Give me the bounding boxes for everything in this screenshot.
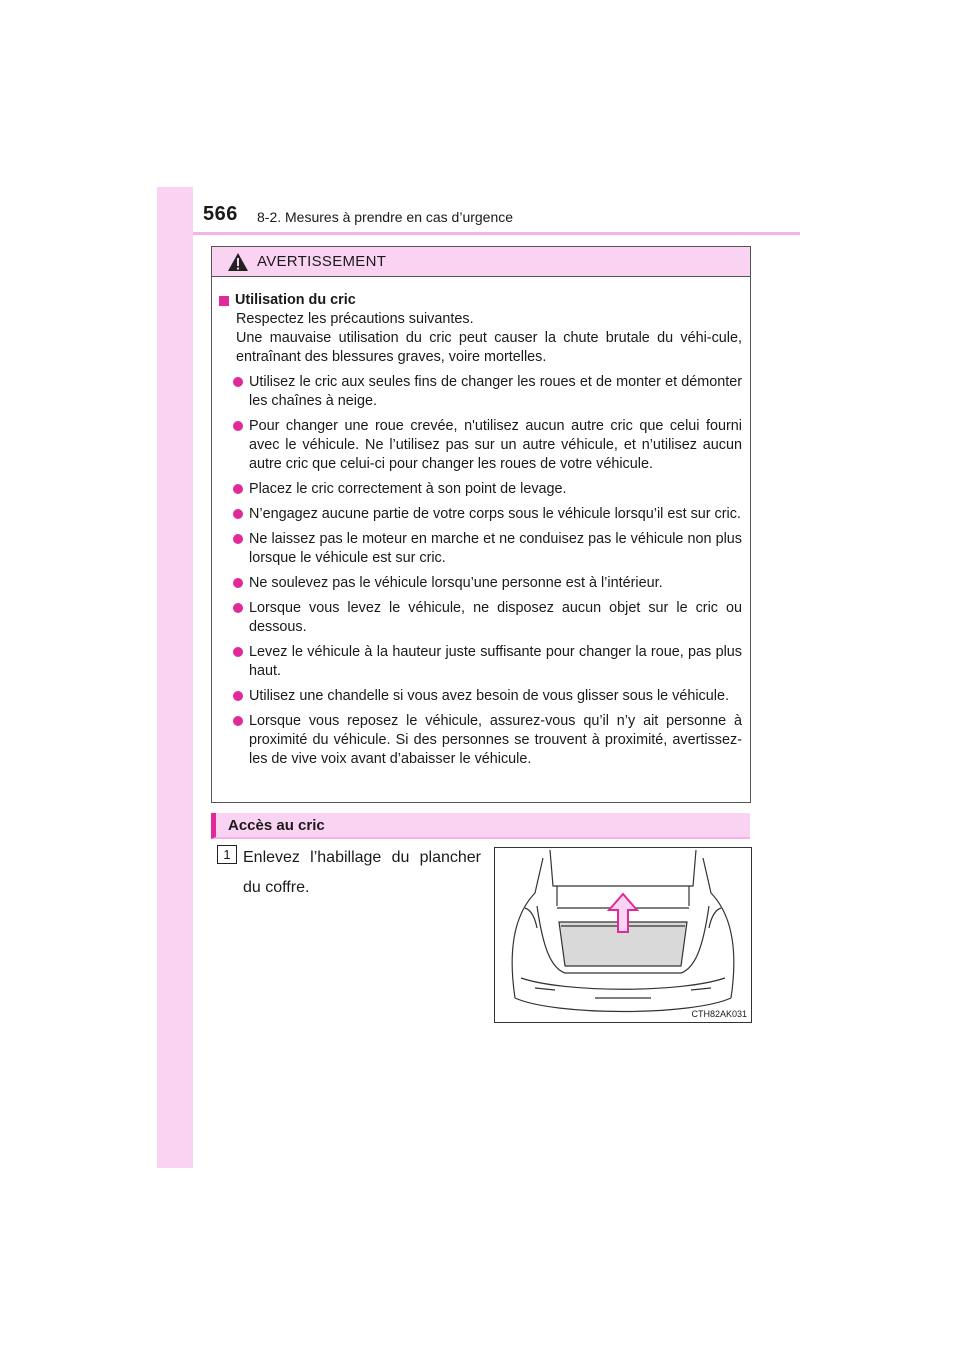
list-item	[219, 480, 742, 499]
list-item-text: Ne soulevez pas le véhicule lorsqu’une personne est à l’intérieur.	[249, 575, 663, 591]
side-tab-band	[157, 187, 193, 1168]
warning-subheading	[219, 291, 742, 310]
warning-title: AVERTISSEMENT	[257, 253, 387, 270]
warning-triangle-icon	[227, 252, 249, 272]
intro-line: Respectez les précautions suivantes.	[236, 311, 474, 327]
bullet-dot-icon	[233, 484, 243, 494]
square-bullet-icon	[219, 296, 229, 306]
bullet-dot-icon	[233, 377, 243, 387]
list-item	[219, 530, 742, 568]
warning-body	[212, 277, 750, 769]
list-item-text: Placez le cric correctement à son point de levage.	[249, 481, 567, 497]
bullet-dot-icon	[233, 603, 243, 613]
trunk-illustration	[494, 847, 752, 1023]
list-item	[219, 417, 742, 474]
list-item	[219, 712, 742, 769]
list-item-text: Lorsque vous reposez le véhicule, assurez-vous qu’il n’y ait personne à proximité du véhicule. Si des personnes se trouvent à proximité, avertissez-les de vive voix avant d’abaisser le véhicule.	[249, 713, 742, 767]
list-item-text: Levez le véhicule à la hauteur juste suffisante pour changer la roue, pas plus haut.	[249, 644, 742, 679]
car-rear-trunk-icon	[495, 848, 751, 1022]
page-number: 566	[203, 203, 238, 225]
list-item-text: N’engagez aucune partie de votre corps sous le véhicule lorsqu’il est sur cric.	[249, 506, 741, 522]
bullet-dot-icon	[233, 421, 243, 431]
list-item-text: Ne laissez pas le moteur en marche et ne conduisez pas le véhicule non plus lorsque le véhicule est sur cric.	[249, 531, 742, 566]
warning-header	[212, 247, 750, 277]
list-item	[219, 687, 742, 706]
access-heading	[211, 813, 750, 839]
list-item	[219, 574, 742, 593]
warning-intro	[219, 310, 742, 367]
list-item	[219, 373, 742, 411]
bullet-dot-icon	[233, 716, 243, 726]
warning-subheading-text: Utilisation du cric	[235, 292, 356, 308]
figure-code: CTH82AK031	[691, 1009, 747, 1019]
list-item-text: Lorsque vous levez le véhicule, ne disposez aucun objet sur le cric ou dessous.	[249, 600, 742, 635]
warning-bullet-list	[219, 373, 742, 769]
list-item	[219, 599, 742, 637]
bullet-dot-icon	[233, 691, 243, 701]
bullet-dot-icon	[233, 534, 243, 544]
list-item	[219, 643, 742, 681]
list-item-text: Utilisez le cric aux seules fins de changer les roues et de monter et démonter les chaînes à neige.	[249, 374, 742, 409]
header-rule	[193, 232, 800, 235]
warning-box	[211, 246, 751, 803]
list-item-text: Utilisez une chandelle si vous avez besoin de vous glisser sous le véhicule.	[249, 688, 729, 704]
list-item	[219, 505, 742, 524]
list-item-text: Pour changer une roue crevée, n'utilisez aucun autre cric que celui fourni avec le véhicule. Ne l’utilisez pas sur un autre véhicule, et n’utilisez aucun autre cric que celui-ci pour changer les roues de votre véhicule.	[249, 418, 742, 472]
intro-line: Une mauvaise utilisation du cric peut causer la chute brutale du véhi-cule, entraînant des blessures graves, voire mortelles.	[236, 330, 742, 365]
bullet-dot-icon	[233, 578, 243, 588]
access-heading-text: Accès au cric	[228, 816, 325, 834]
section-title: 8-2. Mesures à prendre en cas d’urgence	[257, 209, 514, 225]
bullet-dot-icon	[233, 647, 243, 657]
step-text: Enlevez l’habillage du plancher du coffre.	[243, 849, 481, 896]
step-number: 1	[217, 845, 237, 864]
bullet-dot-icon	[233, 509, 243, 519]
